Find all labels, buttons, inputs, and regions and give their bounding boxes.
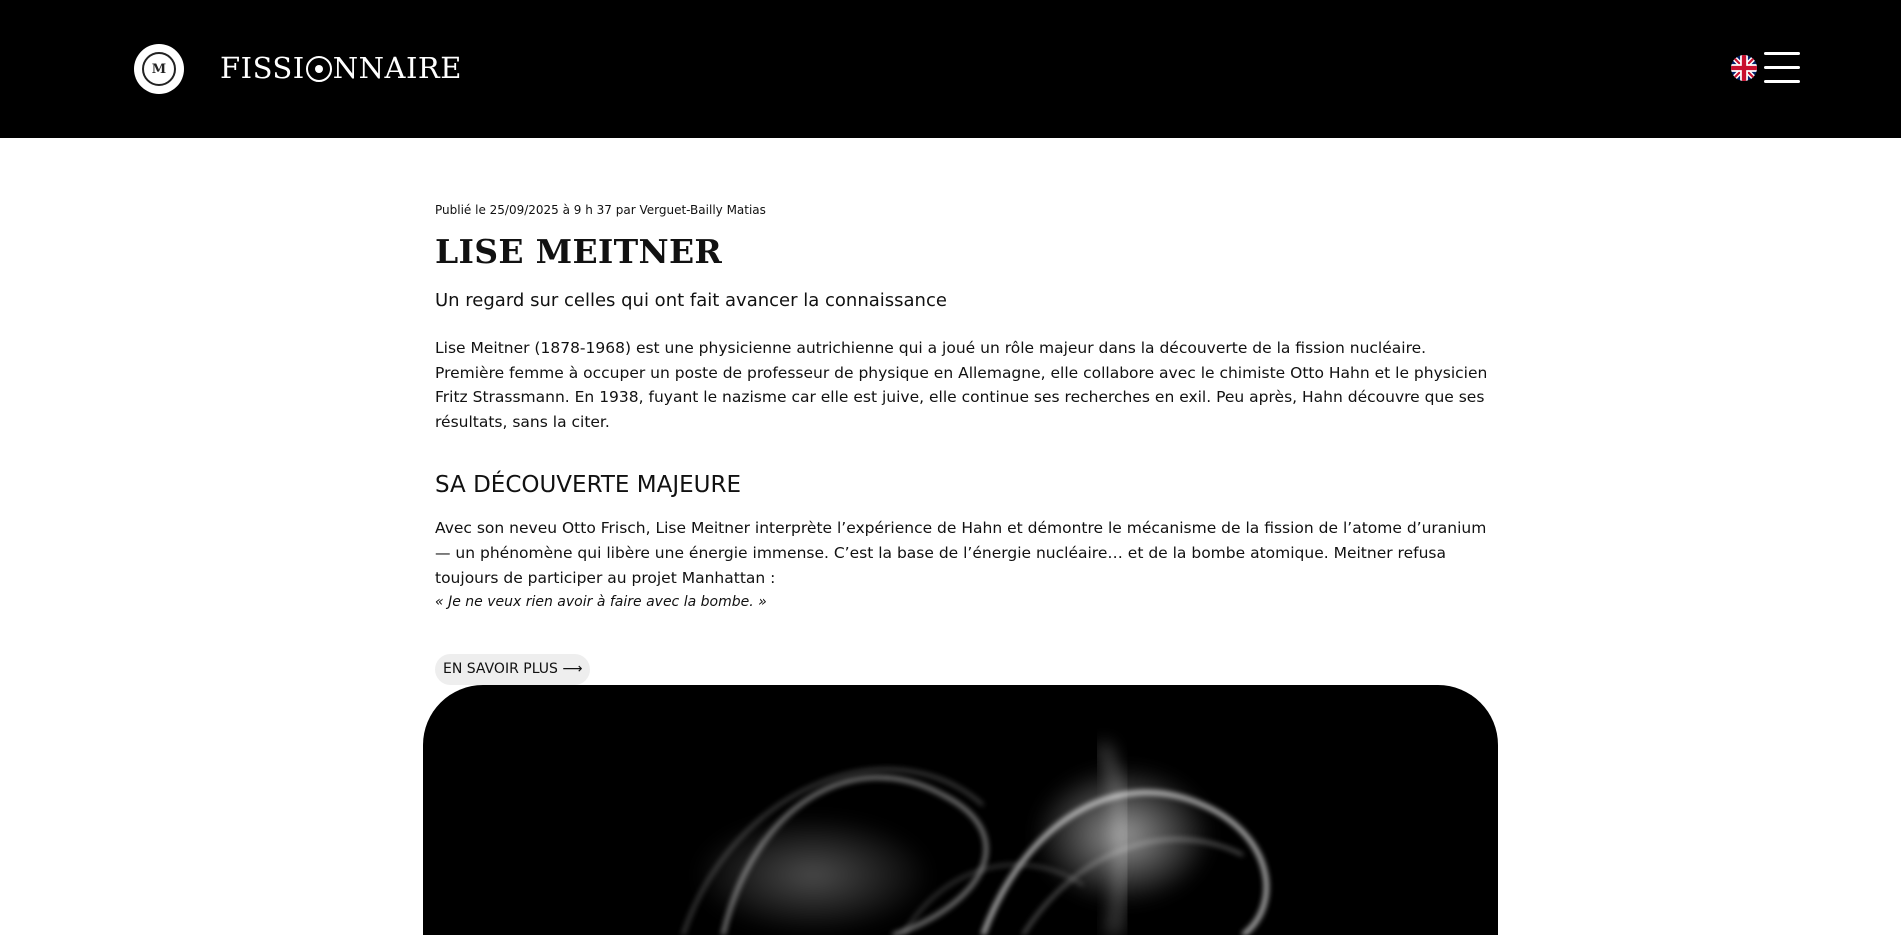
intro-paragraph: Lise Meitner (1878-1968) est une physicienne autrichienne qui a joué un rôle majeur dans la découverte de la fission nucléaire. Première femme à occuper un poste de professeur de physique en Allemagne, elle collabore avec le chimiste Otto Hahn et le physicien Fritz Strassmann. En 1938, fuyant le nazisme car elle est juive, elle continue ses recherches en exil. Peu après, Hahn découvre que ses résultats, sans la citer. <box>435 339 1488 431</box>
section-paragraph: Avec son neveu Otto Frisch, Lise Meitner interprète l’expérience de Hahn et démontre le mécanisme de la fission de l’atome d’uranium — un phénomène qui libère une énergie immense. C’est la base de l’énergie nucléaire… et de la bombe atomique. Meitner refusa toujours de participer au projet Manhattan : <box>435 519 1487 587</box>
hamburger-menu-icon[interactable] <box>1764 52 1800 84</box>
brand-wordmark[interactable] <box>220 48 462 88</box>
site-logo[interactable] <box>134 44 184 94</box>
site-header <box>0 0 1901 138</box>
brand-text-end: NNAIRE <box>332 51 462 85</box>
abstract-light-trails-image <box>423 685 1498 935</box>
article <box>435 198 1500 685</box>
logo-monogram: M <box>142 52 176 86</box>
page-title: LISE MEITNER <box>435 232 723 271</box>
article-subtitle: Un regard sur celles qui ont fait avancer la connaissance <box>435 290 947 311</box>
learn-more-button[interactable]: EN SAVOIR PLUS ⟶ <box>435 654 590 685</box>
atom-o-icon <box>306 56 332 82</box>
brand-text-start: FISSI <box>220 51 305 85</box>
publish-meta: Publié le 25/09/2025 à 9 h 37 par Verguet-Bailly Matias <box>435 203 766 217</box>
section-title: SA DÉCOUVERTE MAJEURE <box>435 472 742 499</box>
uk-flag-icon[interactable] <box>1731 55 1757 81</box>
quote: « Je ne veux rien avoir à faire avec la bombe. » <box>435 594 767 611</box>
